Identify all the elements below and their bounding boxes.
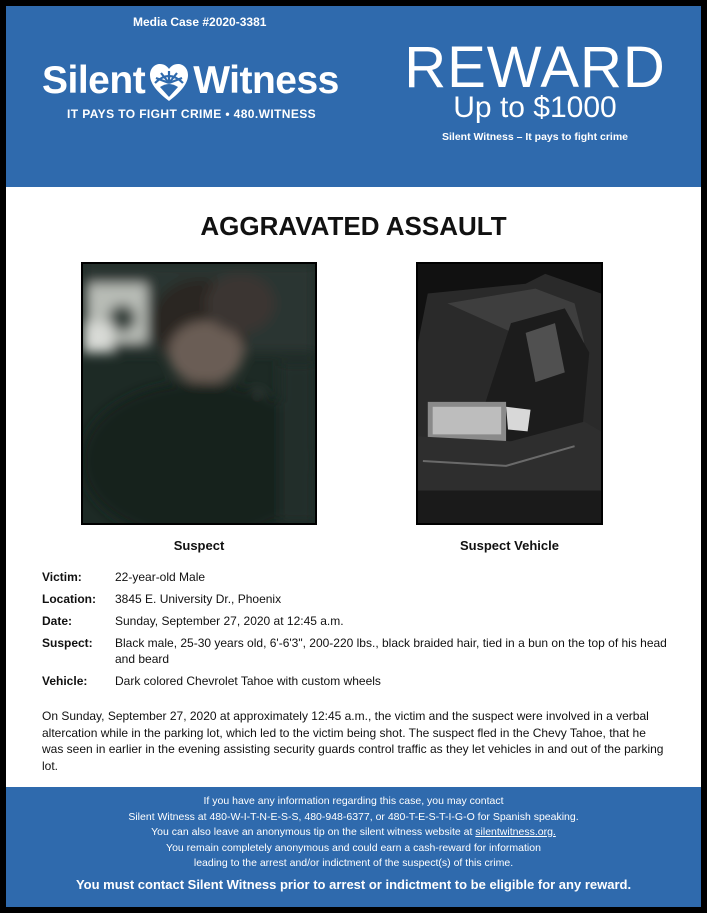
suspect-value: Black male, 25-30 years old, 6'-6'3", 200-220 lbs., black braided hair, tied in a bun on the top of his head and beard xyxy=(115,636,667,666)
silent-witness-logo xyxy=(42,58,339,104)
suspect-vehicle-photo xyxy=(416,262,603,525)
detail-row-location xyxy=(42,591,672,607)
detail-row-victim xyxy=(42,569,672,585)
case-narrative: On Sunday, September 27, 2020 at approximately 12:45 a.m., the victim and the suspect were involved in a verbal altercation while in the parking lot, which led to the victim being shot. The suspect fled in the Chevy Tahoe, that he was seen in earlier in the evening assisting security guards control traffic as they let vehicles in and out of the parking lot. xyxy=(42,709,664,773)
footer-line-4: You remain completely anonymous and could earn a cash-reward for information xyxy=(166,841,541,854)
vehicle-value: Dark colored Chevrolet Tahoe with custom wheels xyxy=(115,674,381,688)
suspect-caption: Suspect xyxy=(173,538,225,553)
victim-label: Victim: xyxy=(42,570,82,584)
vehicle-label: Vehicle: xyxy=(42,674,88,688)
location-value: 3845 E. University Dr., Phoenix xyxy=(115,592,282,606)
location-label: Location: xyxy=(42,592,96,606)
crime-title: AGGRAVATED ASSAULT xyxy=(200,211,507,241)
footer-line-1: If you have any information regarding this case, you may contact xyxy=(203,795,504,807)
footer-line-2: Silent Witness at 480-W-I-T-N-E-S-S, 480-948-6377, or 480-T-E-S-T-I-G-O for Spanish speaking. xyxy=(128,810,579,823)
suspect-label: Suspect: xyxy=(42,636,93,650)
vehicle-caption: Suspect Vehicle xyxy=(460,538,559,553)
footer-line-3-text: You can also leave an anonymous tip on the silent witness website at xyxy=(151,826,476,838)
case-details xyxy=(42,569,672,695)
footer-line-5: leading to the arrest and/or indictment of the suspect(s) of this crime. xyxy=(193,857,514,869)
header-banner xyxy=(6,6,701,187)
flyer-page xyxy=(6,6,701,907)
suspect-photo xyxy=(81,262,317,525)
detail-row-vehicle xyxy=(42,673,672,689)
silentwitness-website-link[interactable]: silentwitness.org. xyxy=(475,826,556,838)
case-number: Media Case #2020-3381 xyxy=(133,15,267,29)
logo-word-witness: Witness xyxy=(193,59,339,102)
footer-line-3 xyxy=(6,825,701,841)
date-label: Date: xyxy=(42,614,73,628)
sunburst-heart-icon xyxy=(148,59,190,103)
reward-title: REWARD xyxy=(404,35,666,100)
contact-info xyxy=(6,794,701,872)
reward-amount: Up to $1000 xyxy=(453,91,617,124)
logo-word-silent: Silent xyxy=(42,59,146,102)
victim-value: 22-year-old Male xyxy=(115,570,206,584)
reward-subtitle: Silent Witness – It pays to fight crime xyxy=(441,131,629,143)
footer-banner xyxy=(6,787,701,907)
detail-row-suspect xyxy=(42,635,672,667)
logo-tagline: IT PAYS TO FIGHT CRIME • 480.WITNESS xyxy=(67,107,317,121)
detail-row-date xyxy=(42,613,672,629)
eligibility-warning: You must contact Silent Witness prior to arrest or indictment to be eligible for any reward. xyxy=(75,877,632,892)
date-value: Sunday, September 27, 2020 at 12:45 a.m. xyxy=(115,614,344,628)
